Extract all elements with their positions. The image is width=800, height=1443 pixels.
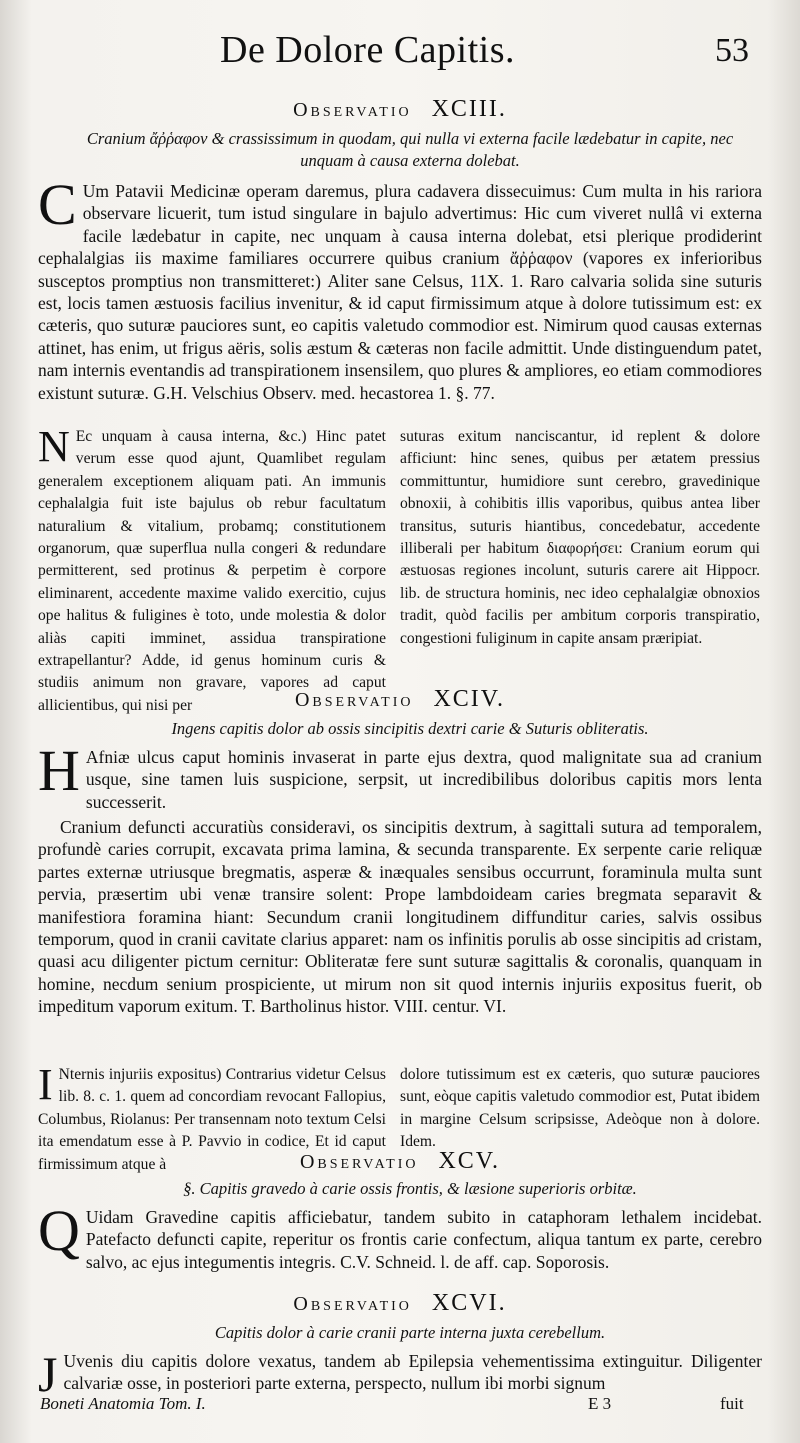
observation-heading-94 bbox=[0, 686, 800, 713]
drop-capital: C bbox=[38, 172, 77, 237]
page-header bbox=[0, 28, 800, 88]
observation-label: Observatio bbox=[294, 689, 414, 711]
observation-summary-94: Ingens capitis dolor ab ossis sincipitis dextri carie & Suturis obliteratis. bbox=[171, 719, 649, 738]
note-left-column-93 bbox=[38, 422, 386, 717]
observation-body-96 bbox=[38, 1346, 762, 1402]
observation-body-94 bbox=[38, 738, 762, 813]
page-footer bbox=[40, 1394, 760, 1434]
body-text: Um Patavii Medicinæ operam daremus, plura cadavera dissecuimus: Cum multa in his rariora observare licuerit, tum istud singulare in bajulo advertimus: Hic cum viveret nullâ vi externa facile lædebatur in capite, nec unquam à causa interna dolebat, etsi plerique prodiderint cephalalgias iis maxime familiares occurrere quibus cranium ἄῤῥαφον (vapores ex inferioribus susceptos promptius non transmitteret:) Aliter sane Celsus, 11X. 1. Raro calvaria solida sine suturis est, locis tamen æstuosis facilius invenitur, & id caput firmissimum atque à dolore tutissimum est: ex cæteris, quo suturæ pauciores sunt, eo capitis valetudo commodior est. Nimirum quod causas externas attinet, has enim, ut frigus aëris, solis æstum & cæteras non facile admittit. Unde distinguendum patet, nam internis eventandis ad transpirationem insensilem, quo plures & ampliores, eo etiam commodiores existunt suturæ. G.H. Velschius Observ. med. hecastorea 1. §. 77. bbox=[38, 181, 762, 403]
signature-line: Boneti Anatomia Tom. I. bbox=[40, 1394, 206, 1413]
drop-capital: Q bbox=[38, 1198, 80, 1263]
note-right-column-93: suturas exitum nanciscantur, id replent & dolore afficiunt: hinc senes, quibus per ætatem pressius committuntur, humidiore sunt cerebro, gravedinique obnoxii, à cohibitis illis vaporibus, quibus antea liber transitus, suturis hiantibus, concedebatur, accedente illiberali per habitum διαφορήσει: Cranium eorum qui æstuosas regiones incolunt, suturis carere ait Hippocr. lib. de structura hominis, nec ideo cephalalgiæ obnoxios tradit, quòd facilis per ambitum corporis transpiratio, congestioni fuliginum in capite ansam præripiat. bbox=[400, 428, 760, 647]
body-text: Afniæ ulcus caput hominis invaserat in parte ejus dextra, quod malignitate sua ad cranium usque, sine tamen luis suspicione, serpsit, ut incredibilibus doloribus capitis mors lenta successerit. bbox=[85, 747, 762, 812]
drop-capital: N bbox=[38, 422, 70, 471]
observation-label: Observatio bbox=[299, 1151, 419, 1173]
observation-number: XCV. bbox=[438, 1148, 501, 1174]
observation-label: Observatio bbox=[293, 1293, 412, 1315]
observation-body-93 bbox=[38, 172, 762, 404]
observation-number: XCVI. bbox=[431, 1290, 507, 1316]
page-number: 53 bbox=[715, 32, 749, 69]
observation-heading-95 bbox=[0, 1148, 800, 1175]
catchword: fuit bbox=[720, 1394, 744, 1413]
observation-heading-93 bbox=[0, 96, 800, 123]
drop-capital: H bbox=[38, 738, 80, 803]
observation-body-94-cont: Cranium defuncti accuratiùs consideravi, os sincipitis dextrum, à sagittali sutura ad temporalem, profundè caries corrupit, excavata prima lamina, & secunda transparente. Ex serpente carie reliquæ partes externæ utriusque bregmatis, asperæ & inæquales sensibus occurrunt, foraminula multa sunt pervia, præsertim ubi venæ transire solent: Prope lambdoideam caries bregmata separavit & manifestiora foramina hiant: Secundum cranii longitudinem diffunditur caries, salvis ossibus temporum, quod in cranii cavitate clarius apparet: nam os infinitis porulis ab osse sincipitis ad cristam, quasi acu diligenter pictum cernitur: Obliteratæ fere sunt suturæ sagittalis & coronalis, quanquam in homine, necdum senium prospiciente, ut mirum non sit quod internis injuriis expositus fuerit, ob impeditum vaporum exitum. T. Bartholinus histor. VIII. centur. VI. bbox=[38, 817, 762, 1017]
note-text: Ec unquam à causa interna, &c.) Hinc patet verum esse quod ajunt, Quamlibet regulam generalem exceptionem aliquam pati. An immunis cephalalgia fuit iste bajulus ob rebur facultatum naturalium & vitalium, probamq; constitutionem organorum, quæ superflua nulla congeri & redundare permitterent, sed protinus & perpetim è corpore eliminarent, accedente maxime valido exercitio, cujus ope halitus & fuligines è toto, unde molestia & dolor aliàs capiti imminet, assidua transpiratione extrapellantur? Adde, id genus hominum curis & studiis animum non gravare, vapores ad caput allicientibus, qui nisi per bbox=[38, 428, 386, 714]
observation-body-95 bbox=[38, 1198, 762, 1273]
observation-number: XCIII. bbox=[431, 96, 507, 122]
body-text: Uidam Gravedine capitis afficiebatur, tandem subito in cataphoram lethalem incidebat. Patefacto defuncti capite, reperitur os frontis carie confectum, aliqua tantum ex parte, cerebro salvo, ac ejus integumentis integris. C.V. Schneid. l. de aff. cap. Soporosis. bbox=[85, 1207, 762, 1272]
running-title: De Dolore Capitis. bbox=[220, 29, 516, 71]
observation-label: Observatio bbox=[293, 99, 412, 121]
signature-mark: E 3 bbox=[588, 1394, 612, 1413]
body-text: Uvenis diu capitis dolore vexatus, tandem ab Epilepsia vehementissima extinguitur. Diligenter calvariæ osse, in posteriori parte externa, perspecto, nullum ibi morbi signum bbox=[63, 1351, 762, 1394]
observation-summary-96: Capitis dolor à carie cranii parte interna juxta cerebellum. bbox=[214, 1323, 606, 1342]
observation-summary-95: §. Capitis gravedo à carie ossis frontis, & læsione superioris orbitæ. bbox=[183, 1179, 637, 1198]
drop-capital: I bbox=[38, 1060, 53, 1109]
note-right-column-94: dolore tutissimum est ex cæteris, quo suturæ pauciores sunt, eòque capitis valetudo commodior est, Putat ibidem in margine Celsum scripsisse, Adeòque non à dolore. Idem. bbox=[400, 1066, 760, 1151]
drop-capital: J bbox=[38, 1346, 58, 1402]
note-text: Nternis injuriis expositus) Contrarius videtur Celsus lib. 8. c. 1. quem ad concordiam revocant Fallopius, Columbus, Riolanus: Per transennam noto textum Celsi ita emendatum esse à P. Pavvio in codice, Et id caput firmissimum atque à bbox=[38, 1066, 386, 1173]
observation-summary-93: Cranium ἄῤῥαφον & crassissimum in quodam, qui nulla vi externa facile lædebatur in capite, nec unquam à causa externa dolebat. bbox=[86, 129, 734, 170]
observation-number: XCIV. bbox=[433, 686, 506, 712]
observation-heading-96 bbox=[0, 1290, 800, 1317]
